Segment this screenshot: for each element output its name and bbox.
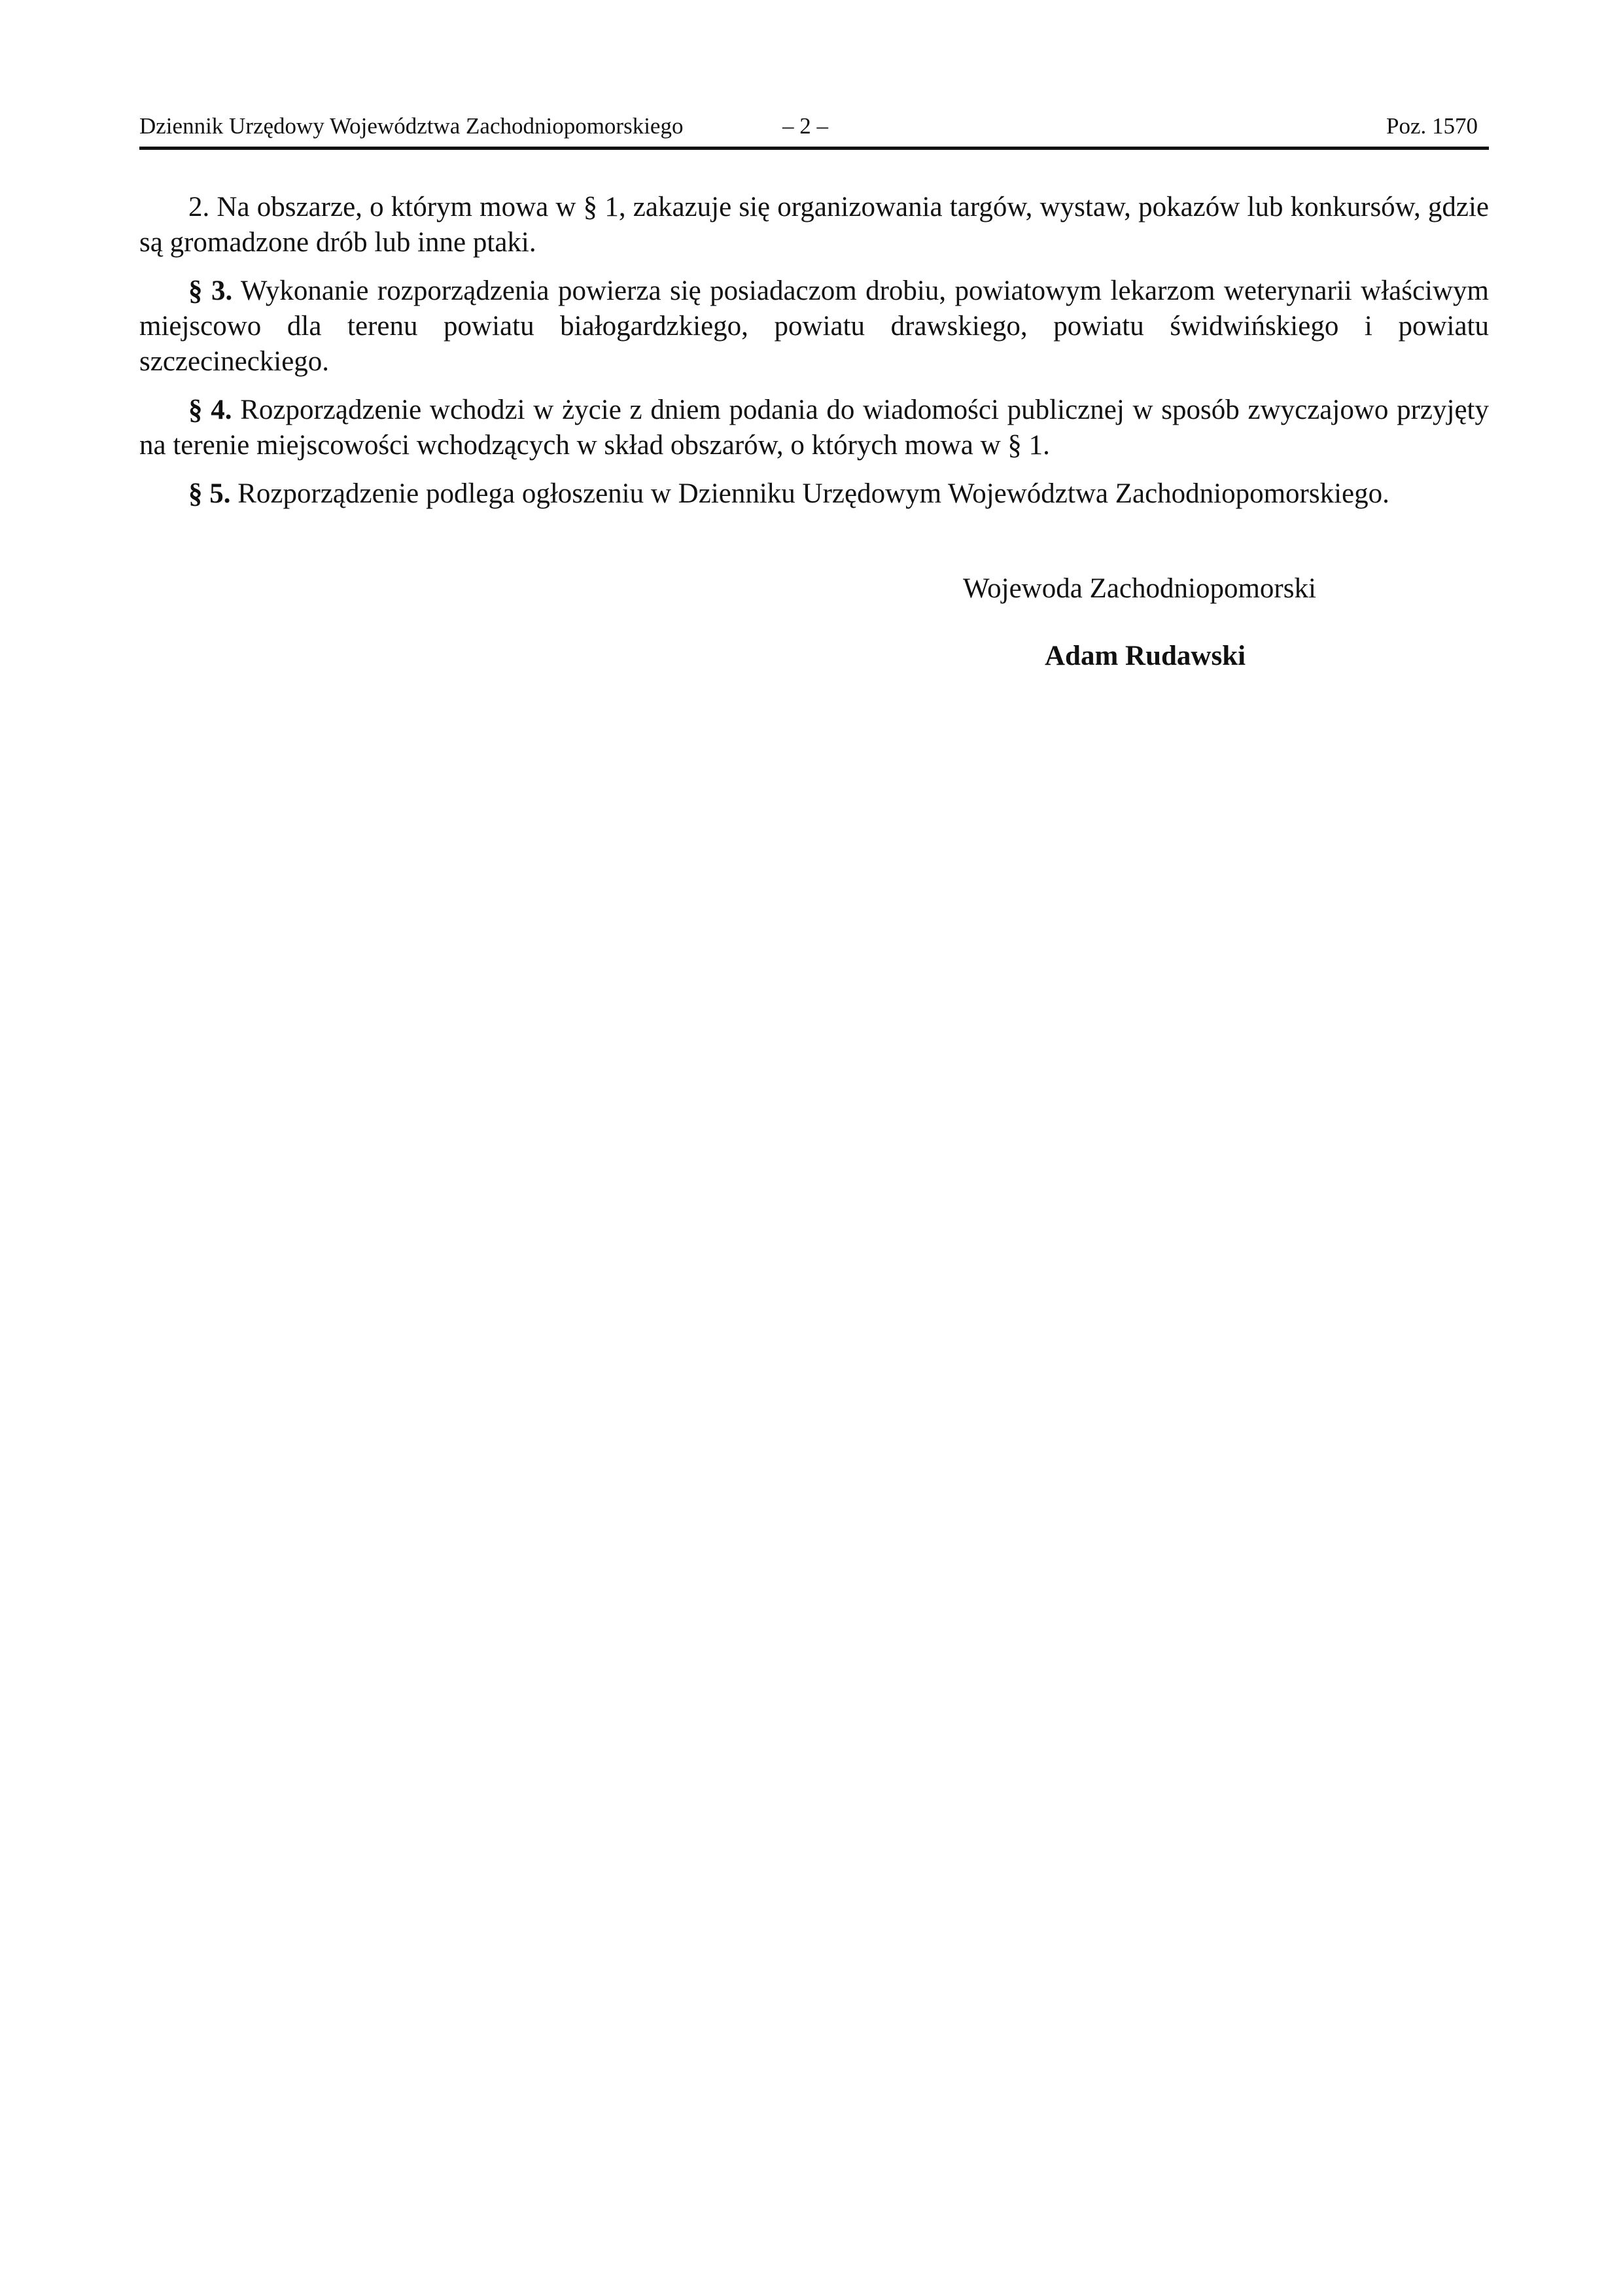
paragraph-section-3 — [139, 274, 1489, 380]
paragraph-text: 2. Na obszarze, o którym mowa w § 1, zakazuje się organizowania targów, wystaw, pokazów lub konkursów, gdzie są gromadzone drób lub inne ptaki. — [139, 192, 1489, 258]
position-number: Poz. 1570 — [1386, 113, 1478, 139]
running-header — [139, 110, 1489, 143]
journal-title: Dziennik Urzędowy Województwa Zachodniopomorskiego — [139, 113, 684, 139]
section-marker: § 3. — [188, 275, 233, 306]
section-marker: § 5. — [188, 478, 231, 509]
paragraph-text: Rozporządzenie wchodzi w życie z dniem podania do wiadomości publicznej w sposób zwyczajowo przyjęty na terenie miejscowości wchodzących w skład obszarów, o których mowa w § 1. — [139, 395, 1490, 461]
paragraph-text: Wykonanie rozporządzenia powierza się posiadaczom drobiu, powiatowym lekarzom weterynarii właściwym miejscowo dla terenu powiatu białogardzkiego, powiatu drawskiego, powiatu świdwińskiego i powiatu szczecineckiego. — [139, 275, 1490, 377]
paragraph-2 — [139, 190, 1489, 260]
section-marker: § 4. — [188, 395, 232, 425]
header-divider — [139, 147, 1489, 150]
page-number: – 2 – — [782, 113, 828, 139]
document-body — [139, 190, 1489, 525]
paragraph-text: Rozporządzenie podlega ogłoszeniu w Dzienniku Urzędowym Województwa Zachodniopomorskiego. — [230, 478, 1389, 509]
paragraph-section-5 — [139, 476, 1489, 512]
signatory-name: Adam Rudawski — [1045, 641, 1246, 671]
paragraph-section-4 — [139, 393, 1489, 463]
signatory-title: Wojewoda Zachodniopomorski — [963, 573, 1316, 604]
